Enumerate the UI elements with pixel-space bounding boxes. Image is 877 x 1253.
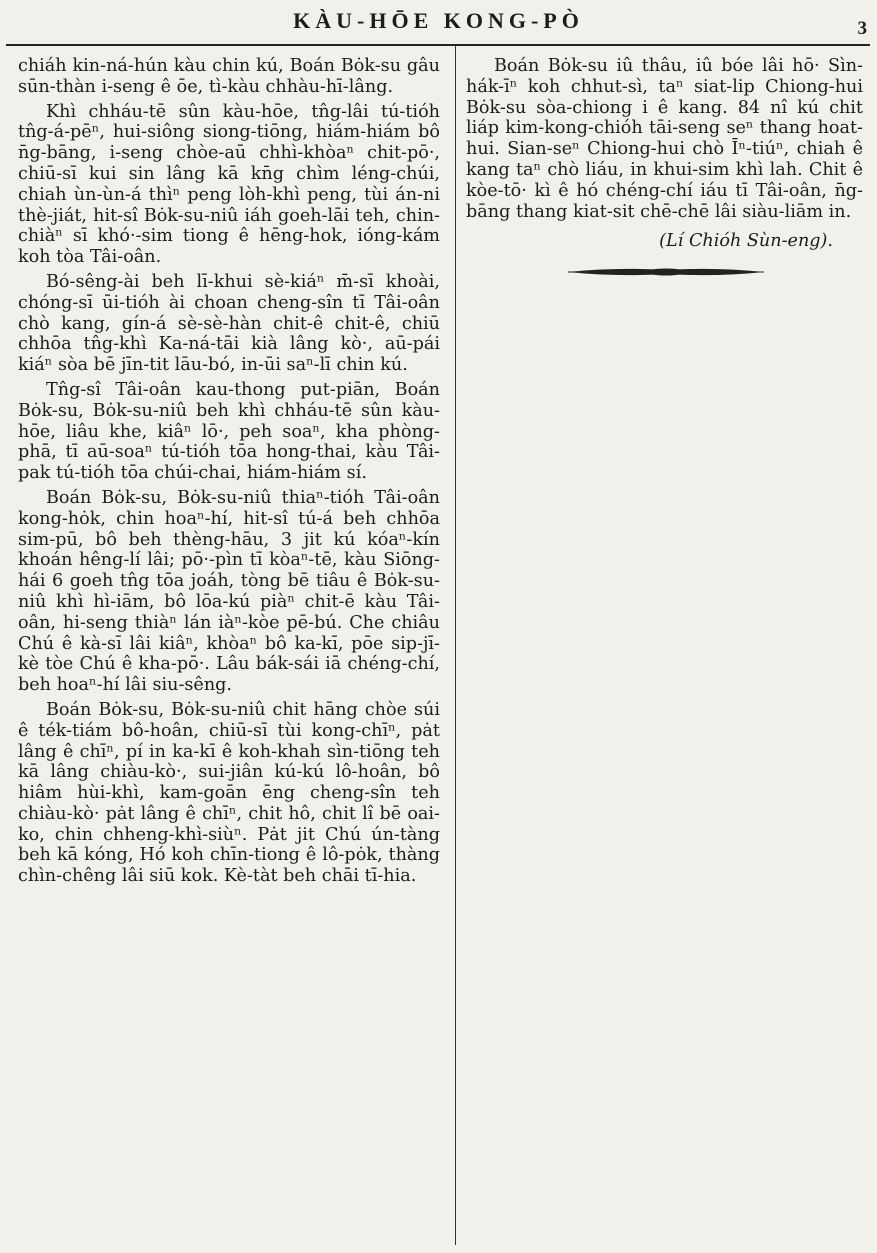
paragraph: Bó-sêng-ài beh lī-khui sè-kiáⁿ m̄-sī khoài, chóng-sī ūi-tióh ài choan cheng-sîn tī Tâi-oân chò kang, gín-á sè-sè-hàn chit-ê chit-ê, chiū chhōa tn̂g-khì Ka-ná-tāi kià lâng kò·, aū-pái kiáⁿ sòa bē jīn-tit lāu-bó, in-ūi saⁿ-lī chin kú. <box>18 271 440 376</box>
page-title: KÀU-HŌE KONG-PÒ <box>293 8 584 33</box>
paragraph: Tn̂g-sî Tâi-oân kau-thong put-piān, Boán Bȯk-su, Bȯk-su-niû beh khì chháu-tē sûn kàu-hōe, liâu khe, kiâⁿ lō·, peh soaⁿ, kha phòng-phā, tī aū-soaⁿ tú-tióh tōa hong-thai, kàu Tâi-pak tú-tióh tōa chúi-chai, hiám-hiám sí. <box>18 379 440 484</box>
author-signature: (Lí Chióh Sùn-eng). <box>659 231 833 252</box>
right-column <box>466 56 863 278</box>
page-header <box>0 0 877 46</box>
paragraph: Boán Bȯk-su, Bȯk-su-niû thiaⁿ-tióh Tâi-oân kong-hȯk, chin hoaⁿ-hí, hit-sî tú-á beh chhōa sim-pū, bô beh thèng-hāu, 3 jit kú kóaⁿ-kín khoán hêng-lí lâi; pō·-pìn tī kòaⁿ-tē, kàu Siōng-hái 6 goeh tn̂g tōa joáh, tòng bē tiâu ê Bȯk-su-niû khì hì-iām, bô lōa-kú piàⁿ chit-ē kàu Tâi-oân, hi-seng thiàⁿ lán iàⁿ-kòe pē-bú. Che chiâu Chú ê kà-sī lâi kiâⁿ, khòaⁿ bô ka-kī, pōe sip-jī-kè tòe Chú ê kha-pō·. Lâu bák-sái iā chéng-chí, beh hoaⁿ-hí lâi siu-sêng. <box>18 487 440 696</box>
header-rule <box>6 44 870 46</box>
left-column <box>18 56 440 887</box>
paragraph: Boán Bȯk-su, Bȯk-su-niû chit hāng chòe súi ê ték-tiám bô-hoân, chiū-sī tùi kong-chīⁿ, pȧt lâng ê chīⁿ, pí in ka-kī ê koh-khah sìn-tiōng teh kā lâng chiàu-kò·, sui-jiân kú-kú lô-hoân, bô hiâm hùi-khì, kam-goān ēng cheng-sîn teh chiàu-kò· pȧt lâng ê chīⁿ, chit hô, chit lî bē oai-ko, chin chheng-khì-siùⁿ. Pȧt jit Chú ún-tàng beh kā kóng, Hó koh chīn-tiong ê lô-pȯk, thàng chìn-chêng lâi siū kok. Kè-tàt beh chāi tī-hia. <box>18 699 440 887</box>
paragraph: Boán Bȯk-su iû thâu, iû bóe lâi hō· Sìn-hák-īⁿ koh chhut-sì, taⁿ siat-lip Chiong-hui Bȯk-su sòa-chiong i ê kang. 84 nî kú chit liáp kim-kong-chióh tāi-seng seⁿ thang hoat-hui. Sian-seⁿ Chiong-hui chò Īⁿ-tiúⁿ, chiah ê kang taⁿ chò liáu, in khui-sim khì lah. Chit ê kòe-tō· kì ê hó chéng-chí iáu tī Tâi-oân, n̄g-bāng thang kiat-sit chē-chē lâi siàu-liām in. <box>466 56 863 222</box>
column-divider <box>455 46 456 1245</box>
paragraph: chiáh kin-ná-hún kàu chin kú, Boán Bȯk-su gâu sūn-thàn i-seng ê ōe, tì-kàu chhàu-hī-lâng. <box>18 56 440 97</box>
paragraph: Khì chháu-tē sûn kàu-hōe, tn̂g-lâi tú-tióh tn̂g-á-pēⁿ, hui-siông siong-tiōng, hiám-hiám bô n̄g-bāng, i-seng chòe-aū chhì-khòaⁿ chit-pō·, chiū-sī kui sin lâng kā kn̄g chìm léng-chúi, chiah ùn-ùn-á thìⁿ peng lòh-khì peng, tùi án-ni thè-jiát, hit-sî Bȯk-su-niû iáh goeh-lāi teh, chin-chiàⁿ sī khó·-sim tiong ê hēng-hok, ióng-kám koh tòa Tâi-oân. <box>18 101 440 268</box>
ornamental-rule <box>566 266 766 278</box>
page-number: 3 <box>857 18 867 39</box>
